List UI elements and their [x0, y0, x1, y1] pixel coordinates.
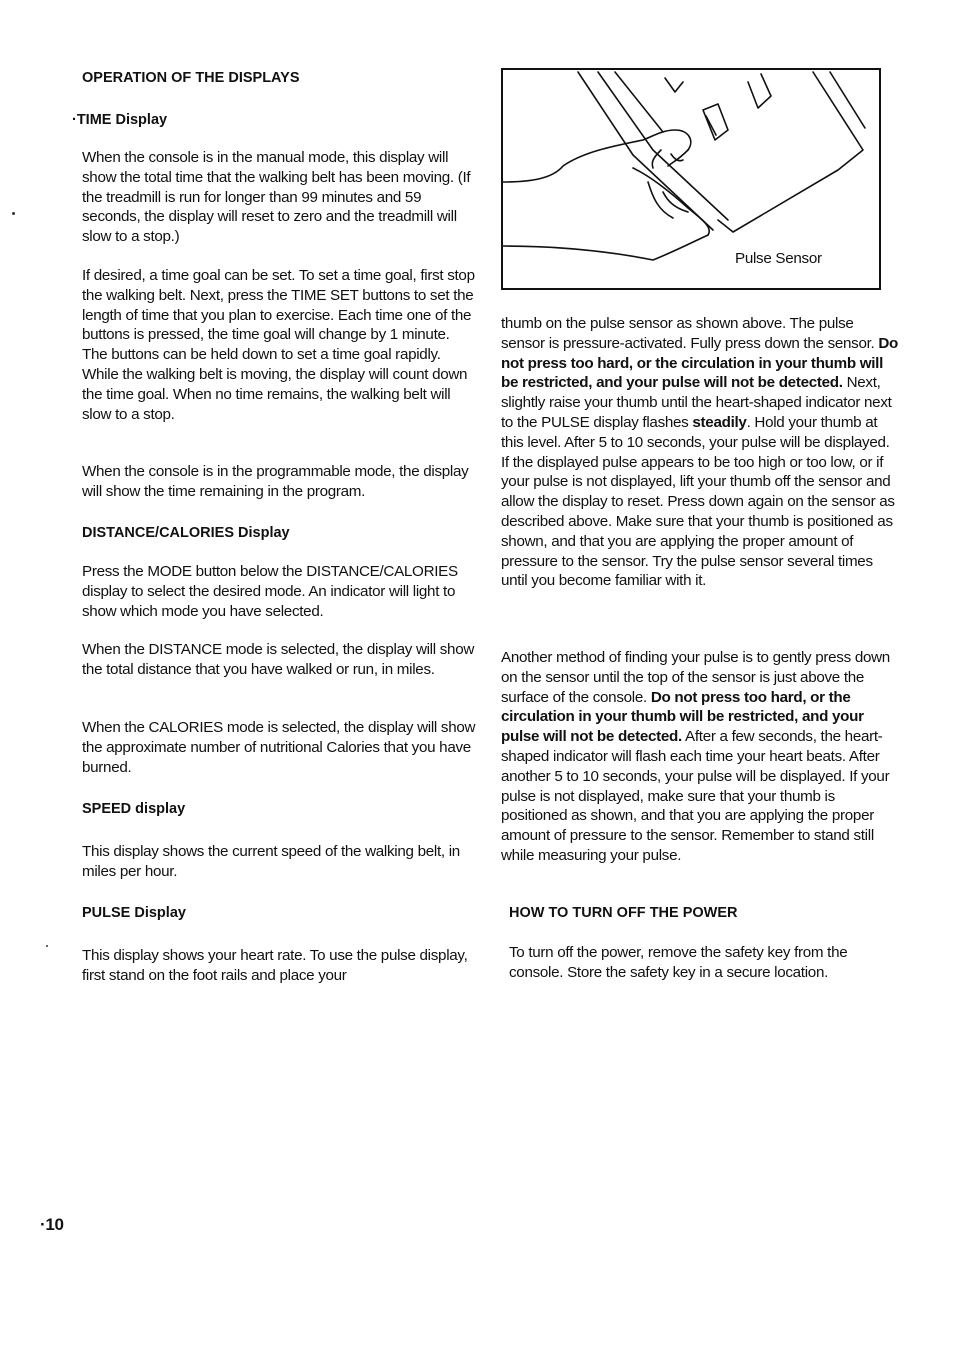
time-display-heading: ·TIME Display — [72, 112, 168, 128]
section-heading: OPERATION OF THE DISPLAYS — [82, 70, 300, 86]
text-run: Another method of finding your pulse is to gently press down on the sensor until the top of the sensor is just above the surface of the console. — [501, 649, 890, 706]
alternate-method-paragraph — [501, 648, 901, 866]
speed-paragraph: This display shows the current speed of the walking belt, in miles per hour. — [82, 843, 460, 880]
time-paragraph-1: When the console is in the manual mode, this display will show the total time that the walking belt has been moving. (If the treadmill is run for longer than 99 minutes and 59 seconds, the display will reset to zero and the treadmill will slow to a stop.) — [82, 149, 471, 246]
pulse-sensor-figure — [501, 68, 881, 290]
text-run: thumb on the pulse sensor as shown above. The pulse sensor is pressure-activated. Fully press down the sensor. — [501, 315, 879, 352]
power-off-heading: HOW TO TURN OFF THE POWER — [509, 905, 738, 921]
distance-paragraph-1: Press the MODE button below the DISTANCE/CALORIES display to select the desired mode. An indicator will light to show which mode you have selected. — [82, 563, 458, 620]
text-run: Next, slightly raise your thumb until the heart-shaped indicator next to the PULSE display flashes — [501, 374, 892, 431]
distance-calories-heading: DISTANCE/CALORIES Display — [82, 525, 290, 541]
text-run: After a few seconds, the heart-shaped indicator will flash each time your heart beats. After another 5 to 10 seconds, your pulse will be displayed. If your pulse is not displayed, make sure that your thumb is positioned as shown, and that you are applying the proper amount of pressure to the sensor. Remember to stand still while measuring your pulse. — [501, 728, 890, 864]
text-run: . Hold your thumb at this level. After 5 to 10 seconds, your pulse will be displayed. If the displayed pulse appears to be too high or too low, or if your pulse is not displayed, lift your thumb off the sensor and allow the display to reset. Press down again on the sensor as described above. Make sure that your thumb is positioned as shown, and that you are applying the proper amount of pressure to the sensor. Try the pulse sensor several times until you become familiar with it. — [501, 413, 895, 590]
speed-display-heading: SPEED display — [82, 801, 186, 817]
time-paragraph-3: When the console is in the programmable mode, the display will show the time remaining in the program. — [82, 463, 469, 500]
scan-speck — [12, 212, 15, 215]
scan-speck — [46, 945, 48, 947]
power-off-paragraph: To turn off the power, remove the safety key from the console. Store the safety key in a secure location. — [509, 944, 848, 981]
pulse-sensor-label: Pulse Sensor — [735, 250, 822, 267]
calories-paragraph: When the CALORIES mode is selected, the display will show the approximate number of nutritional Calories that you have burned. — [82, 719, 476, 776]
time-paragraph-2: If desired, a time goal can be set. To set a time goal, first stop the walking belt. Next, press the TIME SET buttons to set the length of time that you plan to exercise. Each time one of the buttons is pressed, the time goal will change by 1 minute. The buttons can be held down to set a time goal rapidly. While the walking belt is moving, the display will count down the time goal. When no time remains, the walking belt will slow to a stop. — [82, 267, 475, 423]
page-number: ·10 — [40, 1215, 64, 1234]
warning-text: Do not press too hard, or the circulation in your thumb will be restricted, and your pulse will not be detected. — [501, 334, 899, 392]
pulse-paragraph: This display shows your heart rate. To use the pulse display, first stand on the foot rails and place your — [82, 947, 468, 984]
hand-on-sensor-illustration — [503, 70, 881, 290]
distance-paragraph-2: When the DISTANCE mode is selected, the display will show the total distance that you have walked or run, in miles. — [82, 641, 475, 678]
emphasis-text: steadily — [692, 413, 747, 431]
pulse-display-heading: PULSE Display — [82, 905, 186, 921]
warning-text: Do not press too hard, or the circulation in your thumb will be restricted, and your pulse will not be detected. — [501, 688, 864, 746]
pulse-instructions-paragraph — [501, 314, 901, 591]
